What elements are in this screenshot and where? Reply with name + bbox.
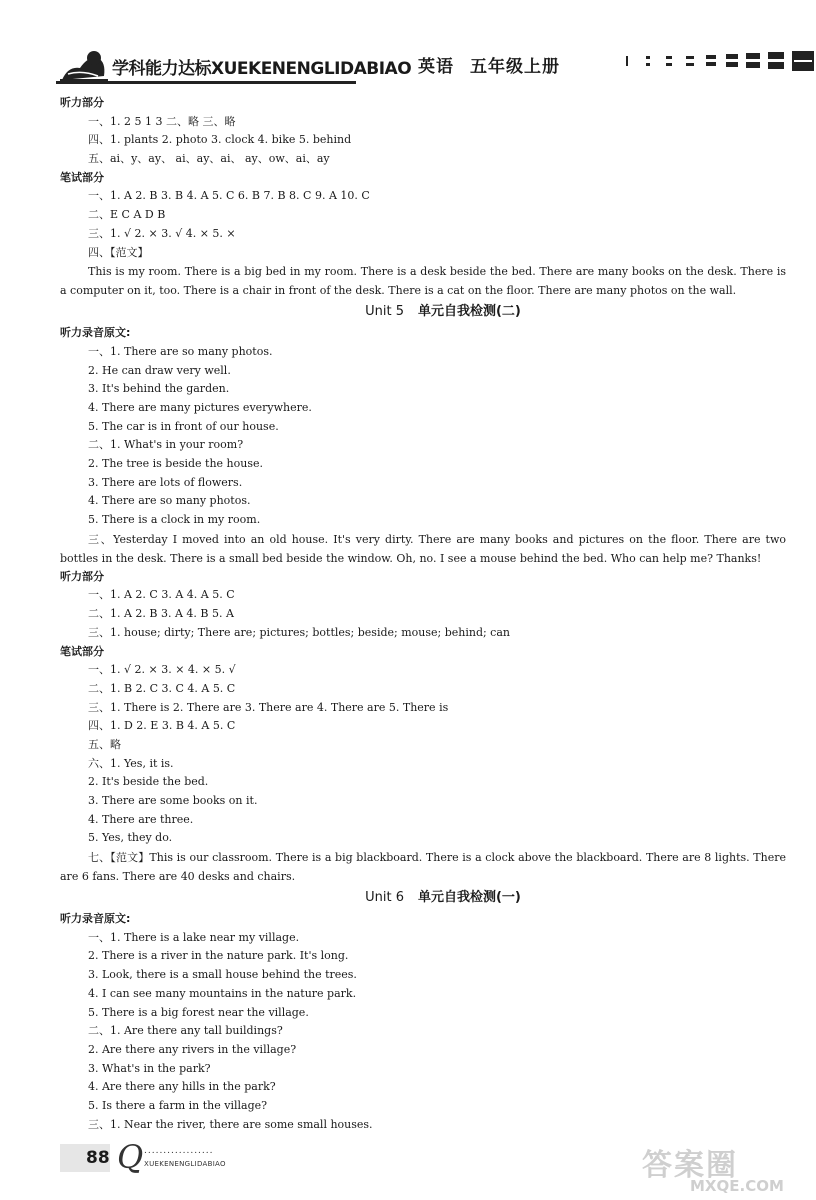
answer-paragraph: This is my room. There is a big bed in my room. There is a desk beside the bed. There are many books on the desk. There is a computer on it, too. There is a chair in front of the desk. There is a cat on the floor. There are many photos on the wall.	[60, 265, 786, 298]
page-footer	[60, 1136, 360, 1176]
answer-line: 2. Are there any rivers in the village?	[88, 1042, 297, 1056]
header-decoration-bars	[622, 50, 816, 72]
answer-line: 五、略	[88, 737, 121, 751]
section-heading: 听力部分	[60, 569, 104, 583]
unit-title: 单元自我检测(一)	[417, 890, 521, 906]
answer-line: 5. There is a clock in my room.	[88, 513, 261, 527]
section-heading: 听力录音原文:	[60, 326, 131, 340]
answer-line: 2. It's beside the bed.	[88, 775, 209, 789]
answer-line: 3. Look, there is a small house behind the trees.	[88, 968, 357, 982]
unit-number: Unit 6	[365, 890, 404, 906]
unit-number: Unit 5	[365, 304, 404, 320]
section-heading: 笔试部分	[60, 170, 104, 184]
answer-line: 二、1. What's in your room?	[88, 438, 244, 452]
answer-line: 一、1. There is a lake near my village.	[88, 930, 300, 944]
answer-line: 4. There are three.	[88, 812, 194, 826]
answer-line: 三、1. Near the river, there are some small houses.	[88, 1117, 373, 1131]
answer-line: 三、1. There is 2. There are 3. There are 4. There are 5. There is	[88, 700, 449, 714]
answer-line: 3. There are some books on it.	[88, 794, 258, 807]
section-heading: 听力录音原文:	[60, 912, 131, 926]
footer-dots: ..................	[144, 1146, 214, 1156]
answer-line: 四、1. plants 2. photo 3. clock 4. bike 5. behind	[88, 133, 352, 147]
answer-paragraph: 七、【范文】This is our classroom. There is a big blackboard. There is a clock above the blackboard. There are 8 lights. There are 6 fans. There are 40 desks and chairs.	[60, 851, 786, 884]
footer-q-logo-icon: Q	[117, 1138, 144, 1176]
answer-line: 三、1. house; dirty; There are; pictures; bottles; beside; mouse; behind; can	[88, 625, 510, 639]
answer-line: 4. There are many pictures everywhere.	[88, 400, 312, 414]
answer-line: 二、1. A 2. B 3. A 4. B 5. A	[88, 607, 234, 621]
answer-line: 5. There is a big forest near the village.	[88, 1005, 309, 1019]
watermark-url: MXQE.COM	[690, 1177, 784, 1195]
answer-line: 5. Is there a farm in the village?	[88, 1098, 268, 1112]
answer-line: 2. He can draw very well.	[88, 363, 231, 377]
watermark-logo: 答案圈	[642, 1148, 738, 1183]
answer-content	[60, 94, 786, 1134]
brand-title: 学科能力达标XUEKENENGLIDABIAO	[112, 59, 412, 79]
answer-line: 五、ai、y、ay、 ai、ay、ai、 ay、ow、ai、ay	[88, 152, 330, 166]
answer-line: 四、1. D 2. E 3. B 4. A 5. C	[88, 719, 236, 733]
answer-line: 4. There are so many photos.	[88, 494, 251, 508]
answer-line: 2. The tree is beside the house.	[88, 457, 263, 470]
answer-line: 二、1. B 2. C 3. C 4. A 5. C	[88, 681, 236, 695]
answer-line: 一、1. A 2. C 3. A 4. A 5. C	[88, 588, 235, 602]
page-number: 88	[86, 1148, 110, 1168]
answer-line: 二、1. Are there any tall buildings?	[88, 1024, 283, 1038]
section-heading: 听力部分	[60, 96, 104, 109]
answer-line: 4. I can see many mountains in the nature park.	[88, 986, 357, 1000]
subject-label: 英语	[418, 57, 454, 77]
answer-line: 5. Yes, they do.	[88, 831, 173, 845]
unit-title: 单元自我检测(二)	[417, 304, 521, 320]
answer-line: 一、1. 2 5 1 3 二、略 三、略	[88, 114, 236, 128]
answer-line: 三、1. √ 2. × 3. √ 4. × 5. ×	[88, 226, 236, 240]
answer-line: 2. There is a river in the nature park. It's long.	[88, 949, 349, 963]
student-reading-logo-icon	[58, 46, 110, 82]
answer-line: 3. There are lots of flowers.	[88, 475, 243, 489]
answer-paragraph: 三、Yesterday I moved into an old house. It's very dirty. There are many books and pictures on the floor. There are two bottles in the desk. There is a small bed beside the window. Oh, no. I see a mouse behind the bed. Who can help me? Thanks!	[60, 532, 786, 565]
footer-brand: XUEKENENGLIDABIAO	[144, 1160, 226, 1168]
grade-label: 五年级上册	[470, 57, 560, 77]
answer-line: 5. The car is in front of our house.	[88, 419, 279, 433]
answer-line: 4. Are there any hills in the park?	[88, 1080, 276, 1094]
section-heading: 笔试部分	[60, 644, 104, 658]
page-header	[0, 0, 816, 84]
answer-line: 一、1. A 2. B 3. B 4. A 5. C 6. B 7. B 8. C 9. A 10. C	[88, 189, 370, 203]
answer-line: 二、E C A D B	[88, 208, 166, 222]
answer-line: 一、1. √ 2. × 3. × 4. × 5. √	[88, 663, 236, 677]
brand-underline	[56, 81, 356, 84]
answer-line: 3. What's in the park?	[88, 1061, 211, 1075]
answer-line: 3. It's behind the garden.	[88, 382, 230, 396]
answer-line: 一、1. There are so many photos.	[88, 344, 273, 358]
unit-heading	[60, 886, 786, 910]
unit-heading	[60, 300, 786, 324]
answer-line: 四、【范文】	[88, 245, 149, 259]
answer-line: 六、1. Yes, it is.	[88, 756, 174, 770]
